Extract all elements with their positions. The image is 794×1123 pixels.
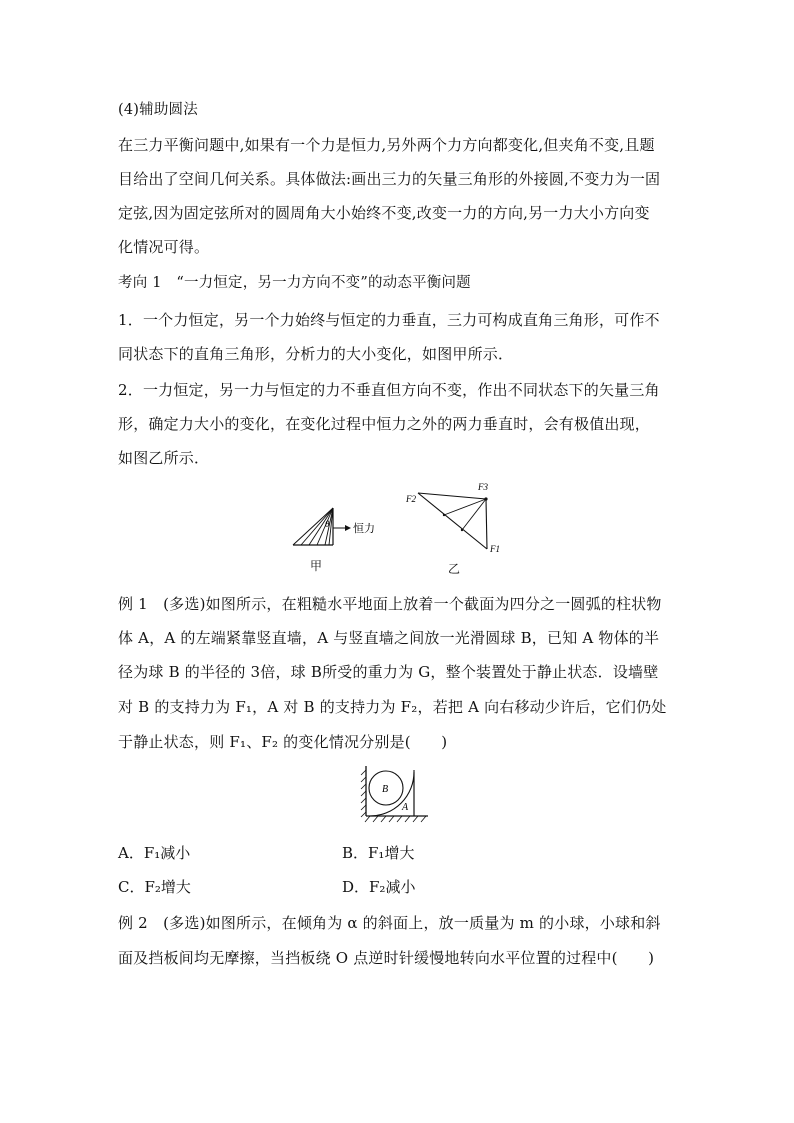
example1-line: 径为球 B 的半径的 3倍，球 B所受的重力为 G，整个装置处于静止状态．设墙壁: [118, 663, 659, 681]
paragraph-line: 在三力平衡问题中,如果有一个力是恒力,另外两个力方向都变化,但夹角不变,且题: [118, 136, 655, 154]
figure-yi: [400, 478, 510, 568]
example1-figure: [358, 760, 434, 826]
item2-line: 如图乙所示．: [118, 449, 210, 467]
kaoxiang-title: 考向 1 “一力恒定，另一力方向不变”的动态平衡问题: [118, 275, 471, 291]
section-heading: (4)辅助圆法: [118, 102, 198, 118]
option-d[interactable]: D．F₂减小: [342, 878, 416, 896]
example1-line: 于静止状态，则 F₁、F₂ 的变化情况分别是( ): [118, 733, 448, 751]
label-f2: F2: [406, 494, 416, 504]
caption-jia: 甲: [310, 559, 323, 573]
figure-yi-diagram: [400, 478, 510, 568]
label-b: B: [382, 784, 389, 795]
example2-line: 例 2 (多选)如图所示，在倾角为 α 的斜面上，放一质量为 m 的小球，小球和斜: [118, 914, 661, 932]
paragraph-line: 化情况可得。: [118, 238, 210, 256]
force-label: 恒力: [353, 523, 375, 535]
option-b[interactable]: B．F₁增大: [342, 844, 415, 862]
label-a: A: [402, 802, 409, 813]
item1-line: 1．一个力恒定，另一个力始终与恒定的力垂直，三力可构成直角三角形，可作不: [118, 311, 660, 329]
label-f3: F3: [478, 482, 488, 492]
figure-jia: [285, 500, 385, 570]
option-a[interactable]: A．F₁减小: [118, 844, 191, 862]
caption-yi: 乙: [448, 562, 461, 576]
label-f1: F1: [490, 544, 500, 554]
item2-line: 形，确定力大小的变化，在变化过程中恒力之外的两力垂直时，会有极值出现，: [118, 415, 651, 433]
example2-line: 面及挡板间均无摩擦，当挡板绕 O 点逆时针缓慢地转向水平位置的过程中( ): [118, 949, 655, 967]
option-c[interactable]: C．F₂增大: [118, 878, 191, 896]
paragraph-line: 定弦,因为固定弦所对的圆周角大小始终不变,改变一力的方向,另一力大小方向变: [118, 204, 650, 222]
example1-line: 例 1 (多选)如图所示，在粗糙水平地面上放着一个截面为四分之一圆弧的柱状物: [118, 595, 662, 613]
wall-ball-diagram: [358, 760, 434, 826]
example1-line: 体 A，A 的左端紧靠竖直墙，A 与竖直墙之间放一光滑圆球 B，已知 A 物体的半: [118, 629, 660, 647]
example1-line: 对 B 的支持力为 F₁，A 对 B 的支持力为 F₂，若把 A 向右移动少许后，它们仍处: [118, 698, 667, 716]
figure-jia-diagram: [285, 500, 385, 570]
item2-line: 2．一力恒定，另一力与恒定的力不垂直但方向不变，作出不同状态下的矢量三角: [118, 381, 660, 399]
item1-line: 同状态下的直角三角形，分析力的大小变化，如图甲所示．: [118, 345, 514, 363]
theta-label: θ: [325, 519, 330, 529]
paragraph-line: 目给出了空间几何关系。具体做法:画出三力的矢量三角形的外接圆,不变力为一固: [118, 170, 661, 188]
